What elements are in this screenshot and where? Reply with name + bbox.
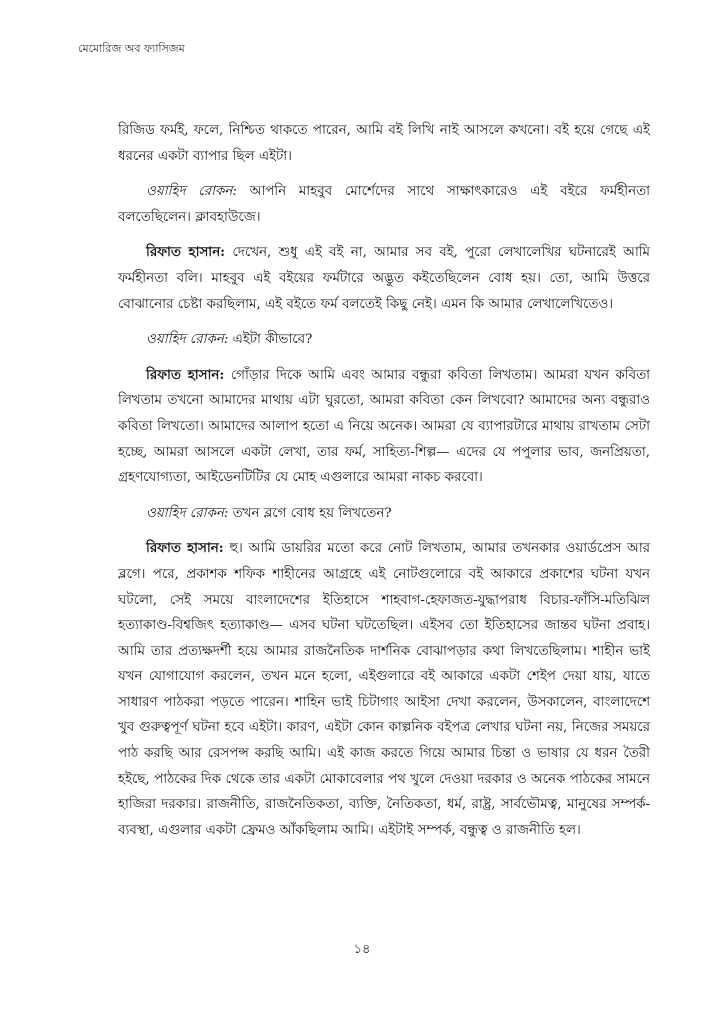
running-header: মেমোরিজ অব ফ্যাসিজম <box>78 42 185 55</box>
paragraph-text: গোঁড়ার দিকে আমি এবং আমার বন্ধুরা কবিতা লিখতাম। আমরা যখন কবিতা লিখতাম তখনো আমাদের মাথায় এটা ঘুরতো, আমরা কবিতা কেন লিখবো? আমাদের অন্য বন্ধুরাও কবিতা লিখতো। আমাদের আলাপ হতো এ নিয়ে অনেক। আমরা যে ব্যাপারটারে মাথায় রাখতাম সেটা হচ্ছে, আমরা আসলে একটা লেখা, তার ফর্ম, সাহিত্য-শিল্প— এদের যে পপুলার ভাব, জনপ্রিয়তা, গ্রহণযোগ্যতা, আইডেনটিটির যে মোহ এগুলারে আমরা নাকচ করবো। <box>118 367 650 486</box>
paragraph-text: দেখেন, শুধু এই বই না, আমার সব বই, পুরো লেখালেখির ঘটনারেই আমি ফর্মহীনতা বলি। মাহবুব এই বইয়ের ফর্মটারে অদ্ভুত কইতেছিলেন বোধ হয়। তো, আমি উত্তরে বোঝানোর চেষ্টা করছিলাম, এই বইতে ফর্ম বলতেই কিছু নেই। এমন কি আমার লেখালেখিতেও। <box>118 245 650 312</box>
paragraph <box>118 501 650 527</box>
paragraph <box>118 536 650 843</box>
paragraph <box>118 240 650 317</box>
paragraph <box>118 327 650 353</box>
speaker-label: রিফাত হাসান: <box>146 366 225 383</box>
paragraph-text: তখন ব্লগে বোধ হয় লিখতেন? <box>228 505 392 521</box>
speaker-label: ওয়াহিদ রোকন: <box>146 332 229 348</box>
body-text <box>118 118 650 853</box>
paragraph-text: রিজিড ফর্মই, ফলে, নিশ্চিত থাকতে পারেন, আমি বই লিখি নাই আসলে কখনো। বই হয়ে গেছে এই ধরনের একটা ব্যাপার ছিল এইটা। <box>118 123 650 164</box>
paragraph <box>118 118 650 169</box>
paragraph-text: হু। আমি ডায়রির মতো করে নোট লিখতাম, আমার তখনকার ওয়ার্ডপ্রেস আর ব্লগে। পরে, প্রকাশক শফিক শাহীনের আগ্রহে এই নোটগুলোরে বই আকারে প্রকাশের ঘটনা যখন ঘটলো, সেই সময়ে বাংলাদেশের ইতিহাসে শাহবাগ-হেফাজত-যুদ্ধাপরাধ বিচার-ফাঁসি-মতিঝিল হত্যাকাণ্ড-বিশ্বজিৎ হত্যাকাণ্ড— এসব ঘটনা ঘটতেছিল। এইসব তো ইতিহাসের জান্তব ঘটনা প্রবাহ। আমি তার প্রত্যক্ষদর্শী হয়ে আমার রাজনৈতিক দার্শনিক বোঝাপড়ার কথা লিখতেছিলাম। শাহীন ভাই যখন যোগাযোগ করলেন, তখন মনে হলো, এইগুলারে বই আকারে একটা শেইপ দেয়া যায়, যাতে সাধারণ পাঠকরা পড়তে পারেন। শাহিন ভাই চিটাগাং আইসা দেখা করলেন, উসকালেন, বাংলাদেশে খুব গুরুত্বপূর্ণ ঘটনা হবে এইটা। কারণ, এইটা কোন কাল্পনিক বইপত্র লেখার ঘটনা নয়, নিজের সময়রে পাঠ করছি আর রেসপন্স করছি আমি। এই কাজ করতে গিয়ে আমার চিন্তা ও ভাষার যে ধরন তৈরী হইছে, পাঠকের দিক থেকে তার একটা মোকাবেলার পথ খুলে দেওয়া দরকার ও অনেক পাঠকের সামনে হাজিরা দরকার। রাজনীতি, রাজনৈতিকতা, ব্যক্তি, নৈতিকতা, ধর্ম, রাষ্ট্র, সার্বভৌমত্ব, মানুষের সম্পর্ক-ব্যবস্থা, এগুলার একটা ফ্রেমও আঁকছিলাম আমি। এইটাই সম্পর্ক, বন্ধুত্ব ও রাজনীতি হল। <box>118 541 650 838</box>
paragraph <box>118 179 650 230</box>
paragraph-text: এইটা কীভাবে? <box>228 332 313 348</box>
paragraph <box>118 363 650 491</box>
page-number: ১৪ <box>353 942 371 957</box>
speaker-label: রিফাত হাসান: <box>146 540 224 557</box>
speaker-label: ওয়াহিদ রোকন: <box>146 184 237 200</box>
speaker-label: ওয়াহিদ রোকন: <box>146 505 229 521</box>
speaker-label: রিফাত হাসান: <box>146 244 226 261</box>
paragraph-text: আপনি মাহবুব মোর্শেদের সাথে সাক্ষাৎকারেও এই বইরে ফর্মহীনতা বলতেছিলেন। ক্লাবহাউজে। <box>118 184 650 225</box>
